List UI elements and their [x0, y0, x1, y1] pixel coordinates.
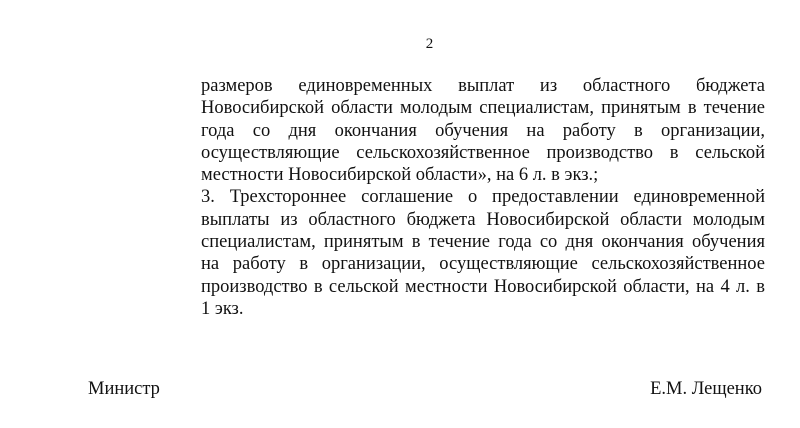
- text-line: года со дня окончания обучения на работу в организации,: [201, 120, 765, 141]
- text-line: местности Новосибирской области», на 6 л. в экз.;: [201, 165, 599, 186]
- paragraph-list-continuation: [201, 75, 765, 186]
- text-line: размеров единовременных выплат из областного бюджета: [201, 76, 765, 96]
- text-line: на работу в организации, осуществляющие сельскохозяйственное: [201, 254, 765, 275]
- text-line: производство в сельской местности Новосибирской области, на 4 л. в: [201, 276, 765, 297]
- page-number: 2: [425, 36, 434, 52]
- text-line: Новосибирской области молодым специалистам, принятым в течение: [201, 98, 765, 119]
- paragraph-item-3: [201, 186, 765, 320]
- document-body: [201, 75, 765, 320]
- text-line: осуществляющие сельскохозяйственное производство в сельской: [201, 142, 765, 163]
- text-line: специалистам, принятым в течение года со дня окончания обучения: [201, 232, 765, 253]
- text-line: выплаты из областного бюджета Новосибирской области молодым: [201, 209, 765, 230]
- signatory-position: Министр: [88, 379, 160, 399]
- signatory-name: Е.М. Лещенко: [650, 379, 762, 399]
- text-line: 3. Трехстороннее соглашение о предоставлении единовременной: [201, 187, 765, 208]
- text-line: 1 экз.: [201, 298, 244, 319]
